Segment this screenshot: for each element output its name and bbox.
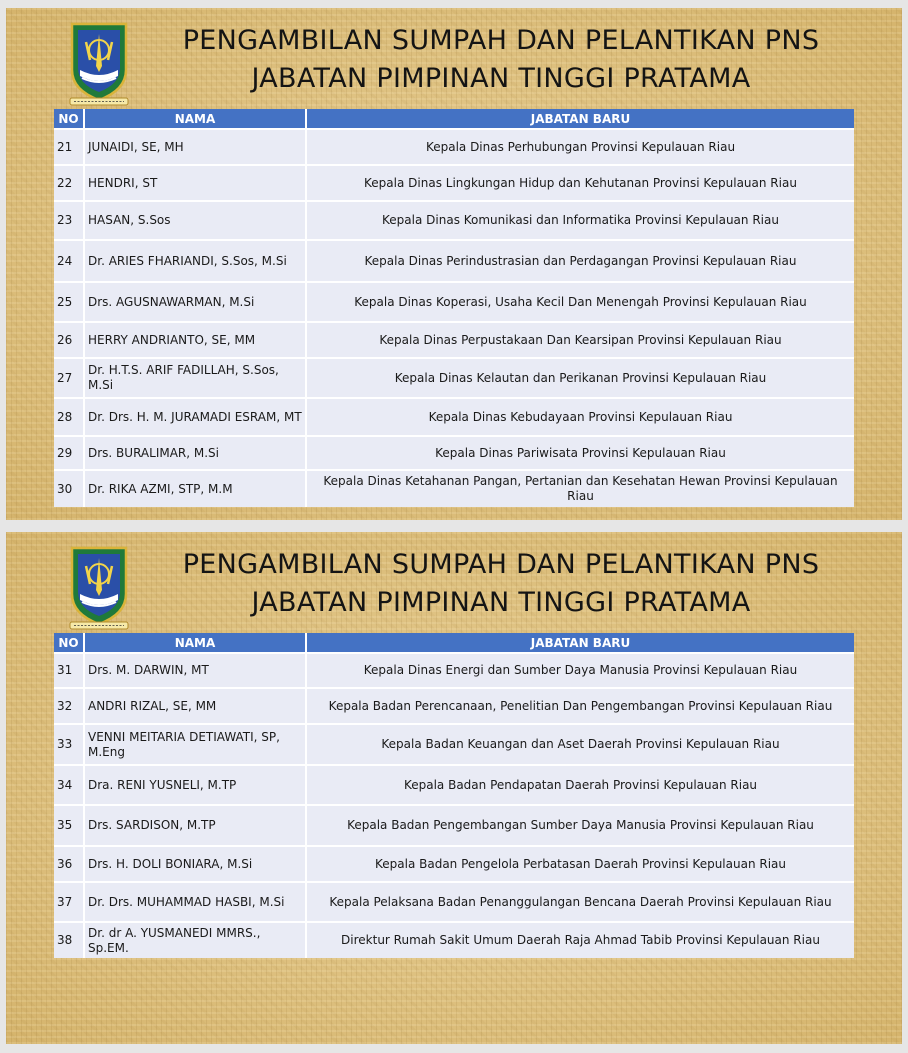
cell-no: 31: [54, 653, 84, 688]
cell-nama: JUNAIDI, SE, MH: [84, 129, 306, 165]
table-row: [54, 398, 854, 436]
table-row: [54, 846, 854, 882]
cell-no: 33: [54, 724, 84, 765]
cell-nama: Dr. RIKA AZMI, STP, M.M: [84, 470, 306, 507]
header-nama: NAMA: [84, 633, 306, 653]
cell-jabatan: Kepala Dinas Energi dan Sumber Daya Manusia Provinsi Kepulauan Riau: [306, 653, 854, 688]
cell-nama: Drs. M. DARWIN, MT: [84, 653, 306, 688]
cell-nama: Drs. H. DOLI BONIARA, M.Si: [84, 846, 306, 882]
cell-jabatan: Kepala Badan Pengelola Perbatasan Daerah Provinsi Kepulauan Riau: [306, 846, 854, 882]
official-table: [54, 109, 854, 507]
table-row: [54, 282, 854, 322]
cell-jabatan: Kepala Badan Pengembangan Sumber Daya Manusia Provinsi Kepulauan Riau: [306, 805, 854, 846]
header-jabatan: JABATAN BARU: [306, 109, 854, 129]
cell-no: 24: [54, 240, 84, 282]
page-title-line-2: JABATAN PIMPINAN TINGGI PRATAMA: [251, 587, 751, 618]
cell-nama: ANDRI RIZAL, SE, MM: [84, 688, 306, 724]
table-row: [54, 922, 854, 958]
table-row: [54, 882, 854, 922]
header-no: NO: [54, 633, 84, 653]
cell-jabatan: Kepala Dinas Ketahanan Pangan, Pertanian dan Kesehatan Hewan Provinsi Kepulauan Riau: [306, 470, 854, 507]
cell-no: 22: [54, 165, 84, 201]
cell-nama: HERRY ANDRIANTO, SE, MM: [84, 322, 306, 358]
cell-nama: HASAN, S.Sos: [84, 201, 306, 240]
table-row: [54, 165, 854, 201]
table-row: [54, 724, 854, 765]
provincial-emblem-icon: [66, 20, 132, 106]
cell-nama: VENNI MEITARIA DETIAWATI, SP, M.Eng: [84, 724, 306, 765]
cell-jabatan: Kepala Dinas Koperasi, Usaha Kecil Dan Menengah Provinsi Kepulauan Riau: [306, 282, 854, 322]
official-table: [54, 633, 854, 958]
cell-nama: Drs. BURALIMAR, M.Si: [84, 436, 306, 470]
table-row: [54, 358, 854, 398]
cell-nama: Dr. Drs. MUHAMMAD HASBI, M.Si: [84, 882, 306, 922]
cell-nama: Dr. H.T.S. ARIF FADILLAH, S.Sos, M.Si: [84, 358, 306, 398]
cell-nama: Dr. Drs. H. M. JURAMADI ESRAM, MT: [84, 398, 306, 436]
table-row: [54, 653, 854, 688]
header-no: NO: [54, 109, 84, 129]
provincial-emblem-icon: [66, 544, 132, 630]
table-header-row: [54, 109, 854, 129]
cell-no: 35: [54, 805, 84, 846]
cell-no: 29: [54, 436, 84, 470]
cell-jabatan: Direktur Rumah Sakit Umum Daerah Raja Ahmad Tabib Provinsi Kepulauan Riau: [306, 922, 854, 958]
slide-2: [6, 532, 902, 1044]
table-row: [54, 470, 854, 507]
cell-nama: Dr. ARIES FHARIANDI, S.Sos, M.Si: [84, 240, 306, 282]
cell-no: 30: [54, 470, 84, 507]
table-row: [54, 688, 854, 724]
cell-no: 28: [54, 398, 84, 436]
cell-nama: Dr. dr A. YUSMANEDI MMRS., Sp.EM.: [84, 922, 306, 958]
cell-nama: Drs. SARDISON, M.TP: [84, 805, 306, 846]
table-row: [54, 805, 854, 846]
cell-jabatan: Kepala Dinas Kelautan dan Perikanan Provinsi Kepulauan Riau: [306, 358, 854, 398]
cell-jabatan: Kepala Dinas Lingkungan Hidup dan Kehutanan Provinsi Kepulauan Riau: [306, 165, 854, 201]
table-row: [54, 765, 854, 805]
cell-jabatan: Kepala Dinas Pariwisata Provinsi Kepulauan Riau: [306, 436, 854, 470]
cell-no: 26: [54, 322, 84, 358]
cell-jabatan: Kepala Badan Pendapatan Daerah Provinsi Kepulauan Riau: [306, 765, 854, 805]
cell-jabatan: Kepala Badan Perencanaan, Penelitian Dan Pengembangan Provinsi Kepulauan Riau: [306, 688, 854, 724]
cell-jabatan: Kepala Badan Keuangan dan Aset Daerah Provinsi Kepulauan Riau: [306, 724, 854, 765]
cell-no: 36: [54, 846, 84, 882]
header-jabatan: JABATAN BARU: [306, 633, 854, 653]
cell-no: 27: [54, 358, 84, 398]
page-title-line-1: PENGAMBILAN SUMPAH DAN PELANTIKAN PNS: [182, 25, 820, 56]
cell-no: 21: [54, 129, 84, 165]
cell-nama: Drs. AGUSNAWARMAN, M.Si: [84, 282, 306, 322]
table-row: [54, 201, 854, 240]
cell-jabatan: Kepala Pelaksana Badan Penanggulangan Bencana Daerah Provinsi Kepulauan Riau: [306, 882, 854, 922]
cell-no: 23: [54, 201, 84, 240]
cell-jabatan: Kepala Dinas Perhubungan Provinsi Kepulauan Riau: [306, 129, 854, 165]
cell-jabatan: Kepala Dinas Komunikasi dan Informatika Provinsi Kepulauan Riau: [306, 201, 854, 240]
table-row: [54, 322, 854, 358]
cell-jabatan: Kepala Dinas Perpustakaan Dan Kearsipan Provinsi Kepulauan Riau: [306, 322, 854, 358]
table-row: [54, 436, 854, 470]
table-row: [54, 240, 854, 282]
cell-no: 38: [54, 922, 84, 958]
cell-no: 37: [54, 882, 84, 922]
cell-no: 32: [54, 688, 84, 724]
page-title-line-1: PENGAMBILAN SUMPAH DAN PELANTIKAN PNS: [182, 549, 820, 580]
cell-jabatan: Kepala Dinas Kebudayaan Provinsi Kepulauan Riau: [306, 398, 854, 436]
cell-nama: HENDRI, ST: [84, 165, 306, 201]
slide-1: [6, 8, 902, 520]
cell-nama: Dra. RENI YUSNELI, M.TP: [84, 765, 306, 805]
cell-jabatan: Kepala Dinas Perindustrasian dan Perdagangan Provinsi Kepulauan Riau: [306, 240, 854, 282]
table-header-row: [54, 633, 854, 653]
page-title-line-2: JABATAN PIMPINAN TINGGI PRATAMA: [251, 63, 751, 94]
header-nama: NAMA: [84, 109, 306, 129]
table-row: [54, 129, 854, 165]
cell-no: 34: [54, 765, 84, 805]
cell-no: 25: [54, 282, 84, 322]
